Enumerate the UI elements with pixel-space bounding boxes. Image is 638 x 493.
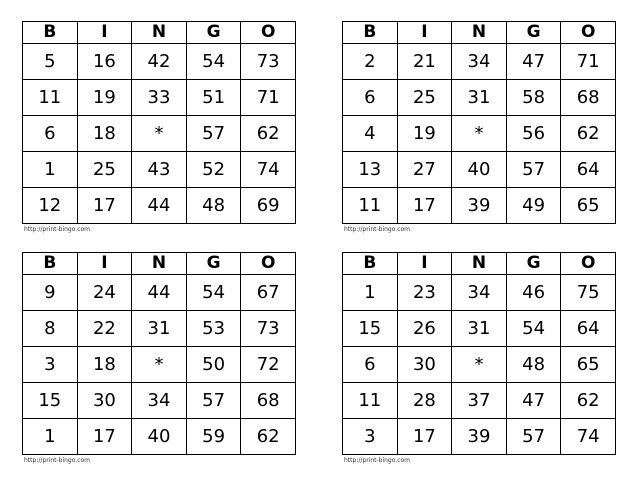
cell: 16 (77, 44, 132, 80)
cell: 44 (132, 275, 187, 311)
cell: 11 (23, 80, 78, 116)
bingo-grid (342, 21, 616, 224)
bingo-card-2 (342, 21, 616, 234)
cell: 5 (23, 44, 78, 80)
header-row (343, 253, 616, 275)
cell: 62 (561, 383, 616, 419)
cell: 62 (241, 116, 296, 152)
header-i: I (397, 22, 452, 44)
cell: 44 (132, 188, 187, 224)
free-space-cell: * (132, 116, 187, 152)
cell: 34 (132, 383, 187, 419)
source-url: http://print-bingo.com (344, 457, 411, 464)
cell: 18 (77, 116, 132, 152)
header-g: G (186, 253, 241, 275)
cell: 15 (23, 383, 78, 419)
table-row (343, 80, 616, 116)
cell: 6 (23, 116, 78, 152)
table-row (343, 44, 616, 80)
table-row (23, 116, 296, 152)
cell: 47 (506, 44, 561, 80)
bingo-card-4 (342, 252, 616, 465)
cell: 68 (561, 80, 616, 116)
cell: 65 (561, 347, 616, 383)
cell: 4 (343, 116, 398, 152)
cell: 12 (23, 188, 78, 224)
cell: 3 (343, 419, 398, 455)
header-o: O (561, 22, 616, 44)
header-row (23, 22, 296, 44)
header-i: I (77, 253, 132, 275)
cell: 72 (241, 347, 296, 383)
cell: 40 (132, 419, 187, 455)
cell: 17 (77, 188, 132, 224)
header-b: B (23, 22, 78, 44)
cell: 68 (241, 383, 296, 419)
cell: 1 (23, 419, 78, 455)
source-url: http://print-bingo.com (24, 226, 91, 233)
table-row (343, 116, 616, 152)
cell: 62 (561, 116, 616, 152)
free-space-cell: * (452, 347, 507, 383)
cell: 58 (506, 80, 561, 116)
cell: 18 (77, 347, 132, 383)
header-n: N (452, 22, 507, 44)
cell: 59 (186, 419, 241, 455)
table-row (23, 44, 296, 80)
cell: 48 (186, 188, 241, 224)
cell: 19 (77, 80, 132, 116)
cell: 54 (186, 275, 241, 311)
cell: 64 (561, 311, 616, 347)
header-b: B (343, 22, 398, 44)
cell: 73 (241, 311, 296, 347)
cell: 74 (561, 419, 616, 455)
cell: 57 (186, 383, 241, 419)
cell: 48 (506, 347, 561, 383)
cell: 69 (241, 188, 296, 224)
cell: 33 (132, 80, 187, 116)
cell: 56 (506, 116, 561, 152)
cell: 6 (343, 80, 398, 116)
cell: 19 (397, 116, 452, 152)
table-row (343, 152, 616, 188)
cell: 71 (561, 44, 616, 80)
header-i: I (397, 253, 452, 275)
cell: 2 (343, 44, 398, 80)
table-row (343, 419, 616, 455)
free-space-cell: * (132, 347, 187, 383)
cell: 46 (506, 275, 561, 311)
table-row (343, 188, 616, 224)
cell: 42 (132, 44, 187, 80)
cell: 53 (186, 311, 241, 347)
cell: 27 (397, 152, 452, 188)
table-row (343, 383, 616, 419)
cell: 49 (506, 188, 561, 224)
cell: 54 (186, 44, 241, 80)
cell: 22 (77, 311, 132, 347)
cell: 6 (343, 347, 398, 383)
source-url: http://print-bingo.com (344, 226, 411, 233)
table-row (23, 383, 296, 419)
cell: 43 (132, 152, 187, 188)
header-n: N (132, 253, 187, 275)
cell: 64 (561, 152, 616, 188)
cell: 40 (452, 152, 507, 188)
cell: 74 (241, 152, 296, 188)
cell: 65 (561, 188, 616, 224)
cell: 1 (23, 152, 78, 188)
table-row (23, 152, 296, 188)
table-row (23, 311, 296, 347)
header-o: O (241, 253, 296, 275)
cell: 1 (343, 275, 398, 311)
cell: 71 (241, 80, 296, 116)
header-o: O (241, 22, 296, 44)
cell: 31 (452, 80, 507, 116)
cell: 73 (241, 44, 296, 80)
cell: 54 (506, 311, 561, 347)
cell: 31 (132, 311, 187, 347)
header-row (23, 253, 296, 275)
header-n: N (132, 22, 187, 44)
header-row (343, 22, 616, 44)
cell: 50 (186, 347, 241, 383)
header-i: I (77, 22, 132, 44)
bingo-card-1 (22, 21, 296, 234)
bingo-grid (342, 252, 616, 455)
cell: 51 (186, 80, 241, 116)
cell: 57 (506, 152, 561, 188)
header-o: O (561, 253, 616, 275)
cell: 52 (186, 152, 241, 188)
cell: 39 (452, 188, 507, 224)
cell: 24 (77, 275, 132, 311)
cell: 67 (241, 275, 296, 311)
header-g: G (506, 22, 561, 44)
cell: 13 (343, 152, 398, 188)
cell: 75 (561, 275, 616, 311)
cell: 37 (452, 383, 507, 419)
bingo-grid (22, 252, 296, 455)
cell: 11 (343, 188, 398, 224)
table-row (343, 311, 616, 347)
cell: 25 (397, 80, 452, 116)
cell: 57 (506, 419, 561, 455)
cell: 34 (452, 44, 507, 80)
table-row (23, 188, 296, 224)
header-n: N (452, 253, 507, 275)
cell: 17 (397, 419, 452, 455)
table-row (343, 347, 616, 383)
header-g: G (186, 22, 241, 44)
cell: 26 (397, 311, 452, 347)
table-row (23, 275, 296, 311)
cell: 11 (343, 383, 398, 419)
cell: 8 (23, 311, 78, 347)
cell: 15 (343, 311, 398, 347)
header-g: G (506, 253, 561, 275)
cell: 23 (397, 275, 452, 311)
cell: 30 (397, 347, 452, 383)
bingo-grid (22, 21, 296, 224)
header-b: B (23, 253, 78, 275)
cell: 30 (77, 383, 132, 419)
table-row (23, 80, 296, 116)
header-b: B (343, 253, 398, 275)
cell: 21 (397, 44, 452, 80)
free-space-cell: * (452, 116, 507, 152)
source-url: http://print-bingo.com (24, 457, 91, 464)
cell: 34 (452, 275, 507, 311)
table-row (23, 419, 296, 455)
cell: 62 (241, 419, 296, 455)
cell: 25 (77, 152, 132, 188)
cell: 9 (23, 275, 78, 311)
cell: 47 (506, 383, 561, 419)
table-row (23, 347, 296, 383)
cell: 31 (452, 311, 507, 347)
cell: 17 (397, 188, 452, 224)
cell: 39 (452, 419, 507, 455)
cell: 28 (397, 383, 452, 419)
cell: 57 (186, 116, 241, 152)
cell: 17 (77, 419, 132, 455)
bingo-card-3 (22, 252, 296, 465)
cell: 3 (23, 347, 78, 383)
table-row (343, 275, 616, 311)
